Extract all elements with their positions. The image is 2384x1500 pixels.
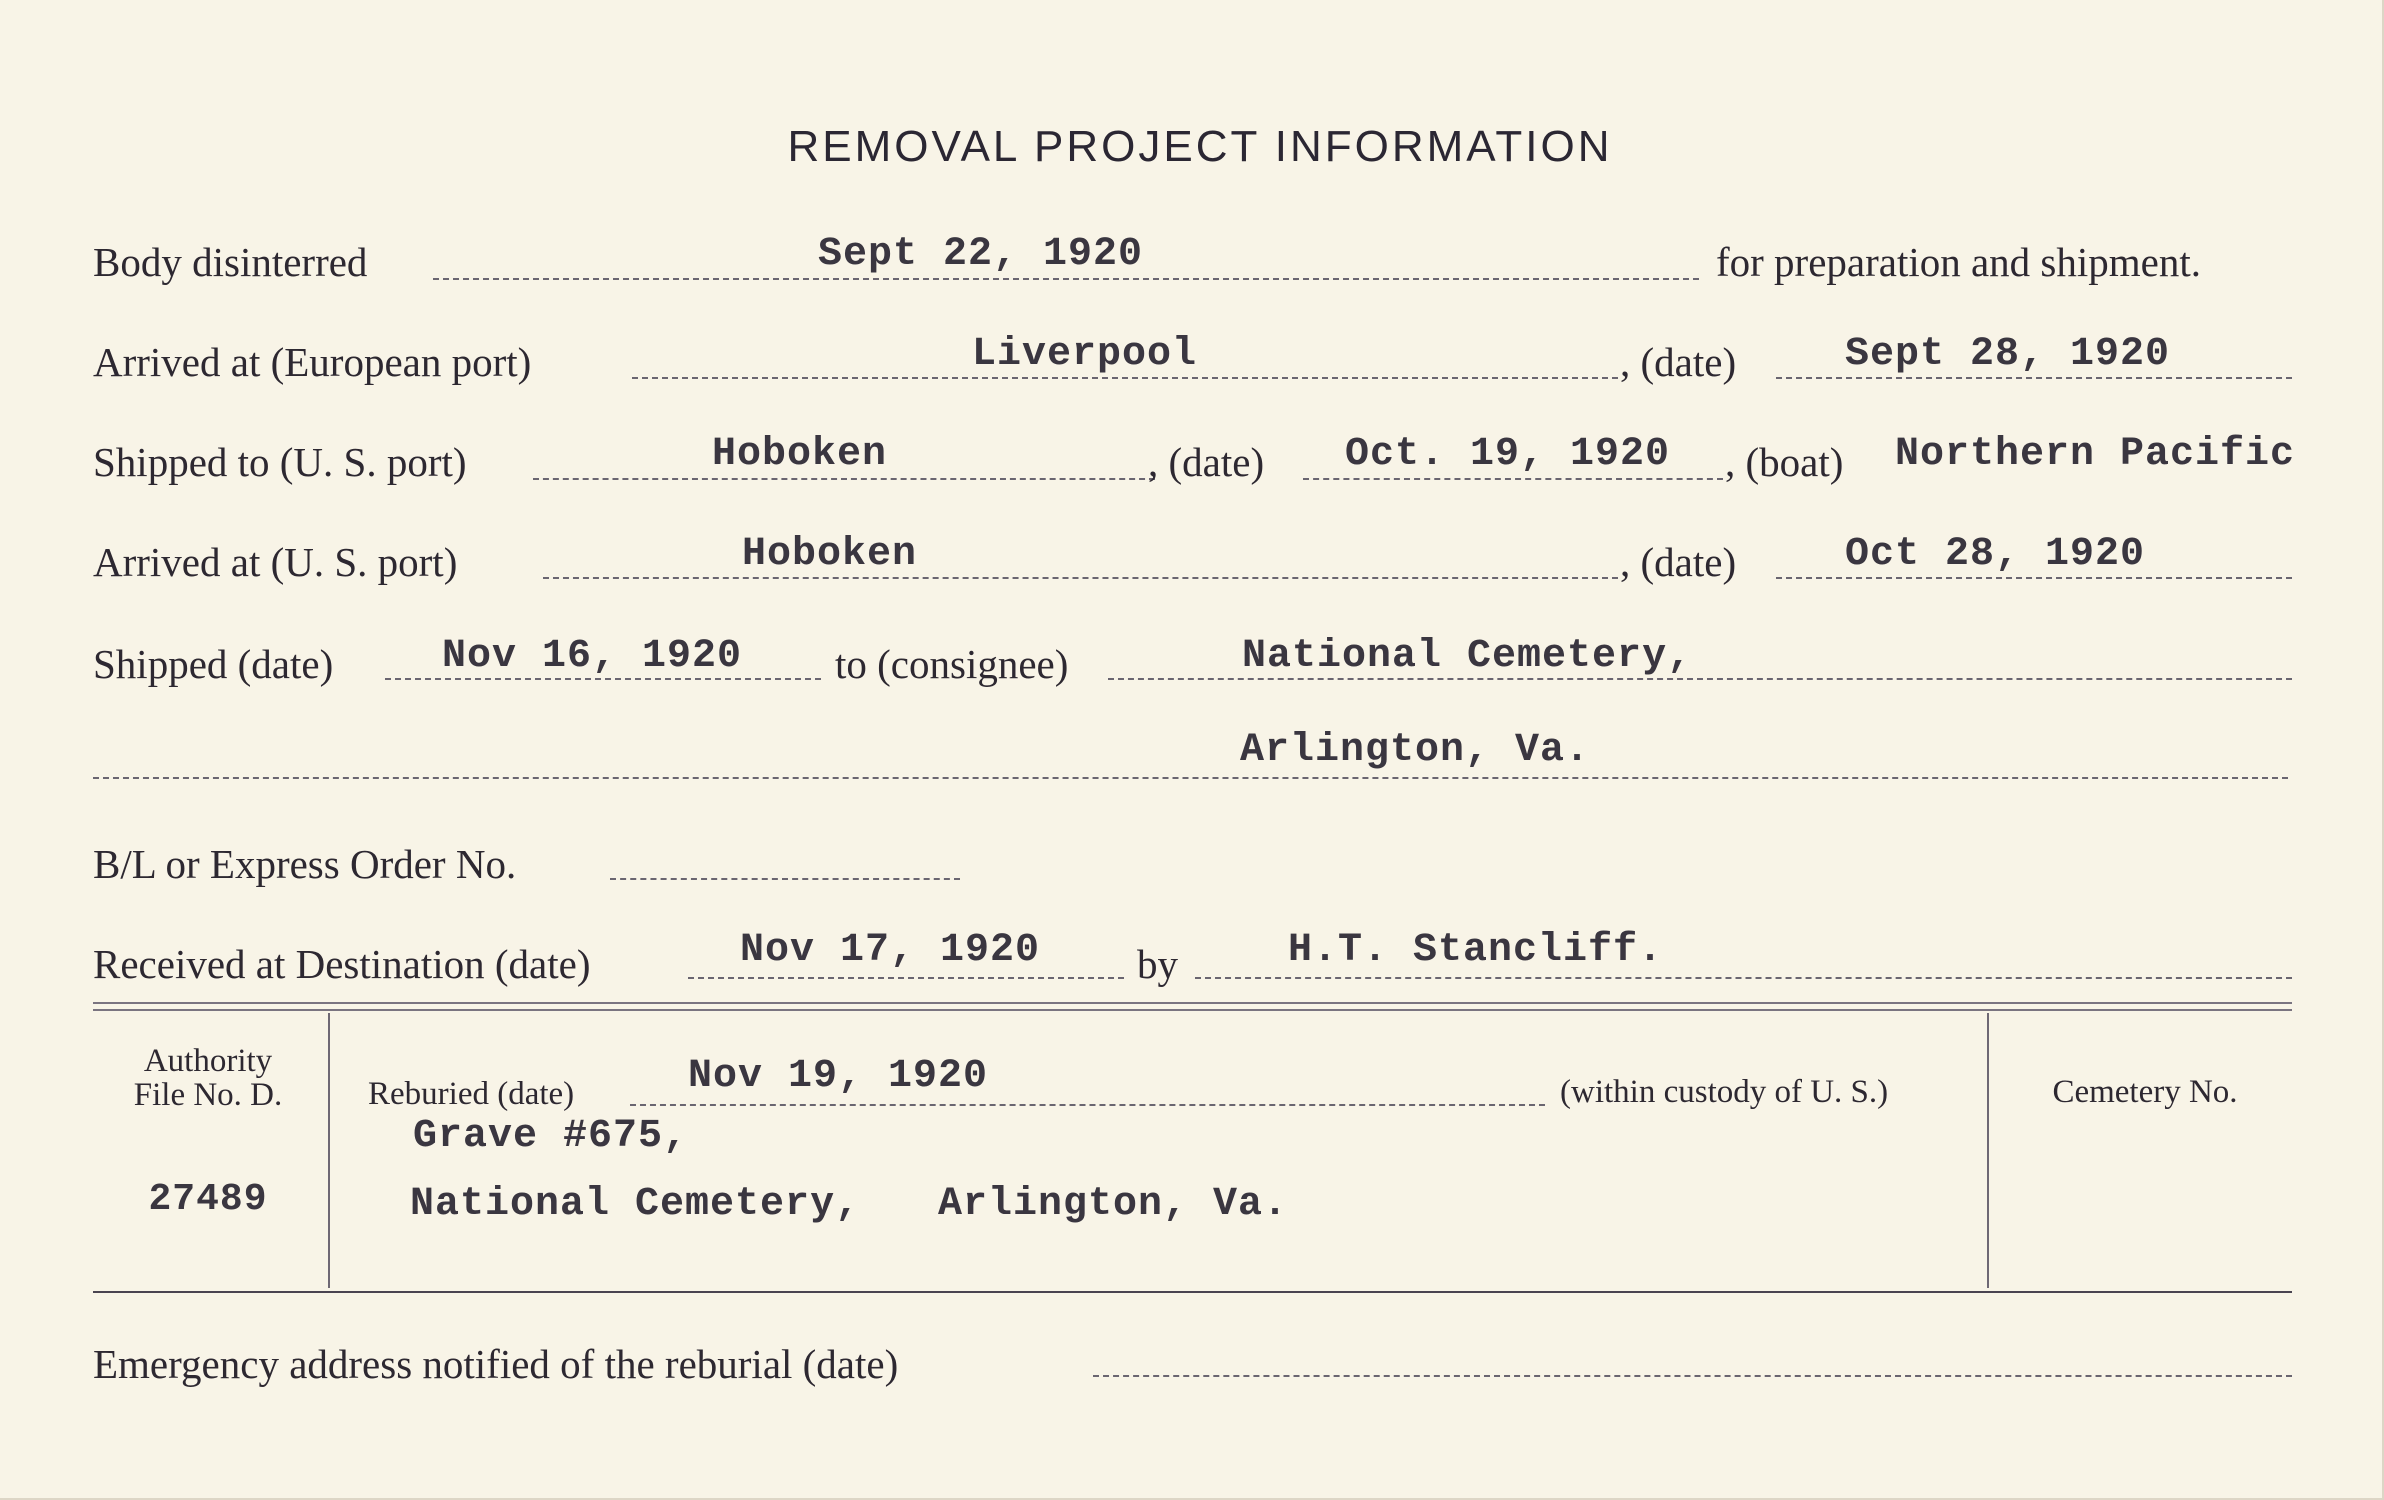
box-top-rule-1 [93,1002,2292,1004]
received-by-label: by [1137,941,1178,987]
consignee-line-2 [93,777,2288,779]
received-date-line [688,977,1124,979]
grave-line: Grave #675, [413,1114,689,1159]
arrived-european-label: Arrived at (European port) [93,339,532,385]
emergency-line [1093,1375,2292,1377]
shipped-us-boat: Northern Pacific [1895,432,2296,477]
arrived-european-port: Liverpool [972,332,1198,377]
box-bottom-rule [93,1291,2292,1293]
arrived-us-date-line [1776,577,2292,579]
shipped-us-date-line [1303,478,1723,480]
arrived-us-date-label: , (date) [1620,539,1737,585]
arrived-us-date: Oct 28, 1920 [1845,532,2146,577]
bl-order-line [610,878,960,880]
emergency-label: Emergency address notified of the reburial (date) [93,1341,899,1387]
shipped-date: Nov 16, 1920 [442,634,743,679]
received-by-line [1195,977,2292,979]
reburial-location-1: National Cemetery, [410,1182,861,1227]
body-disinterred-value: Sept 22, 1920 [818,232,1144,277]
arrived-us-label: Arrived at (U. S. port) [93,539,458,585]
bl-order-label: B/L or Express Order No. [93,841,517,887]
authority-label-2: File No. D. [133,1077,283,1113]
received-date: Nov 17, 1920 [740,928,1041,973]
arrived-european-date: Sept 28, 1920 [1845,332,2171,377]
consignee-label: to (consignee) [835,641,1069,687]
page-title: REMOVAL PROJECT INFORMATION [787,122,1613,171]
shipped-us-date: Oct. 19, 1920 [1345,432,1671,477]
box-top-rule-2 [93,1009,2292,1011]
received-label: Received at Destination (date) [93,941,591,987]
custody-label: (within custody of U. S.) [1560,1074,1889,1110]
reburied-line [630,1104,1545,1106]
shipped-us-label: Shipped to (U. S. port) [93,439,467,485]
body-disinterred-line [433,278,1699,280]
body-disinterred-suffix: for preparation and shipment. [1716,239,2202,285]
shipped-us-port: Hoboken [712,432,888,477]
cemetery-no-label: Cemetery No. [2052,1074,2238,1110]
arrived-us-line [543,577,1618,579]
arrived-us-port: Hoboken [742,532,918,577]
consignee-line1: National Cemetery, [1242,634,1693,679]
shipped-us-line [533,478,1155,480]
reburial-location-2: Arlington, Va. [938,1182,1289,1227]
arrived-european-date-label: , (date) [1620,339,1737,385]
box-divider-left [328,1013,330,1288]
received-by: H.T. Stancliff. [1288,928,1664,973]
arrived-european-line [632,377,1618,379]
reburied-date: Nov 19, 1920 [688,1054,989,1099]
reburied-label: Reburied (date) [368,1076,575,1112]
shipped-date-label: Shipped (date) [93,641,334,687]
shipped-us-date-label: , (date) [1148,439,1265,485]
consignee-line2: Arlington, Va. [1240,728,1591,773]
shipped-us-boat-label: , (boat) [1725,439,1844,485]
box-divider-right [1987,1013,1989,1288]
arrived-european-date-line [1776,377,2292,379]
authority-label-1: Authority [143,1043,273,1079]
authority-file-no: 27489 [148,1178,268,1221]
body-disinterred-label: Body disinterred [93,239,368,285]
